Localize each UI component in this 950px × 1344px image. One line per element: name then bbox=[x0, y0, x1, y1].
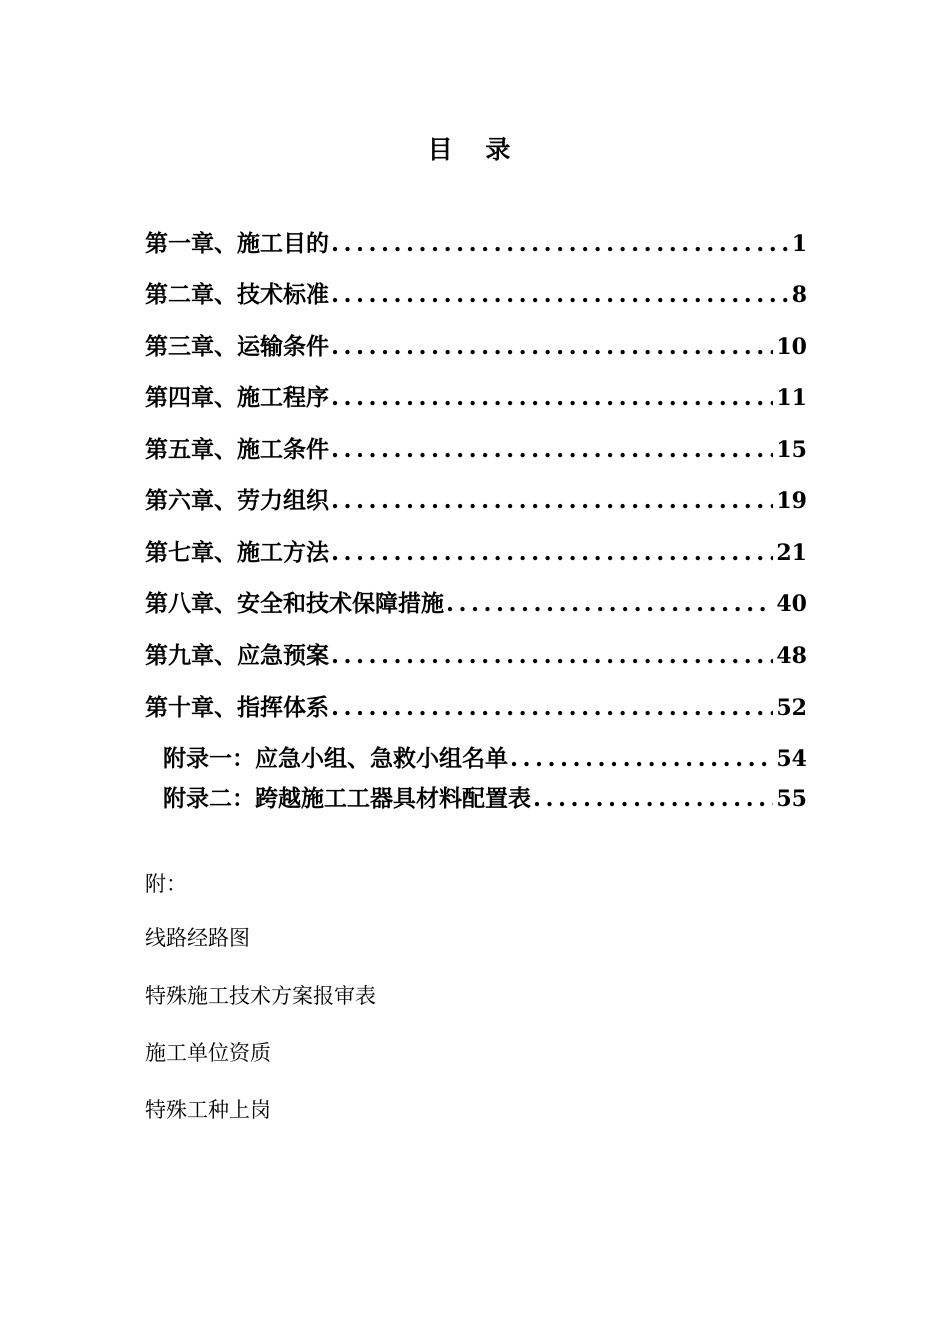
toc-page-number: 1 bbox=[791, 231, 807, 257]
toc-dot-leader bbox=[533, 779, 773, 819]
toc-entry-chapter-1[interactable] bbox=[145, 224, 807, 264]
toc-label: 第二章、技术标准 bbox=[145, 281, 329, 308]
toc-dot-leader bbox=[331, 430, 773, 470]
attachments-heading: 附： bbox=[145, 872, 187, 896]
toc-entry-chapter-6[interactable] bbox=[145, 481, 807, 521]
toc-label: 附录一：应急小组、急救小组名单 bbox=[163, 745, 508, 772]
attachment-item: 特殊工种上岗 bbox=[145, 1098, 271, 1122]
toc-entry-appendix-2[interactable] bbox=[163, 779, 807, 819]
toc-page-number: 19 bbox=[776, 488, 807, 514]
attachment-item: 特殊施工技术方案报审表 bbox=[145, 984, 376, 1008]
toc-dot-leader bbox=[331, 327, 773, 367]
toc-dot-leader bbox=[331, 378, 773, 418]
toc-page-number: 54 bbox=[776, 746, 807, 772]
toc-label: 第五章、施工条件 bbox=[145, 436, 329, 463]
attachment-item: 施工单位资质 bbox=[145, 1041, 271, 1065]
toc-label: 第六章、劳力组织 bbox=[145, 487, 329, 514]
toc-label: 第九章、应急预案 bbox=[145, 642, 329, 669]
toc-page-number: 8 bbox=[791, 282, 807, 308]
attachment-item: 线路经路图 bbox=[145, 926, 250, 950]
toc-entry-chapter-4[interactable] bbox=[145, 378, 807, 418]
toc-dot-leader bbox=[331, 533, 773, 573]
toc-entry-appendix-1[interactable] bbox=[163, 739, 807, 779]
toc-entry-chapter-3[interactable] bbox=[145, 327, 807, 367]
toc-label: 第十章、指挥体系 bbox=[145, 694, 329, 721]
toc-dot-leader bbox=[331, 688, 773, 728]
toc-entry-chapter-8[interactable] bbox=[145, 584, 807, 624]
toc-page-number: 40 bbox=[776, 591, 807, 617]
toc-dot-leader bbox=[510, 739, 773, 779]
toc-label: 第三章、运输条件 bbox=[145, 333, 329, 360]
toc-dot-leader bbox=[446, 584, 773, 624]
toc-dot-leader bbox=[331, 224, 789, 264]
page-title: 目 录 bbox=[427, 135, 523, 164]
toc-entry-chapter-10[interactable] bbox=[145, 688, 807, 728]
toc-entry-chapter-5[interactable] bbox=[145, 430, 807, 470]
toc-dot-leader bbox=[331, 275, 789, 315]
toc-label: 第一章、施工目的 bbox=[145, 230, 329, 257]
toc-page-number: 15 bbox=[776, 437, 807, 463]
toc-page-number: 55 bbox=[776, 786, 807, 812]
toc-label: 附录二：跨越施工工器具材料配置表 bbox=[163, 785, 531, 812]
toc-label: 第七章、施工方法 bbox=[145, 539, 329, 566]
toc-page-number: 10 bbox=[776, 334, 807, 360]
toc-entry-chapter-9[interactable] bbox=[145, 636, 807, 676]
toc-dot-leader bbox=[331, 481, 773, 521]
toc-dot-leader bbox=[331, 636, 773, 676]
toc-entry-chapter-2[interactable] bbox=[145, 275, 807, 315]
toc-page-number: 48 bbox=[776, 643, 807, 669]
toc-label: 第四章、施工程序 bbox=[145, 384, 329, 411]
toc-page-number: 52 bbox=[776, 695, 807, 721]
toc-page-number: 11 bbox=[776, 385, 807, 411]
toc-page-number: 21 bbox=[776, 540, 807, 566]
toc-label: 第八章、安全和技术保障措施 bbox=[145, 590, 444, 617]
toc-entry-chapter-7[interactable] bbox=[145, 533, 807, 573]
